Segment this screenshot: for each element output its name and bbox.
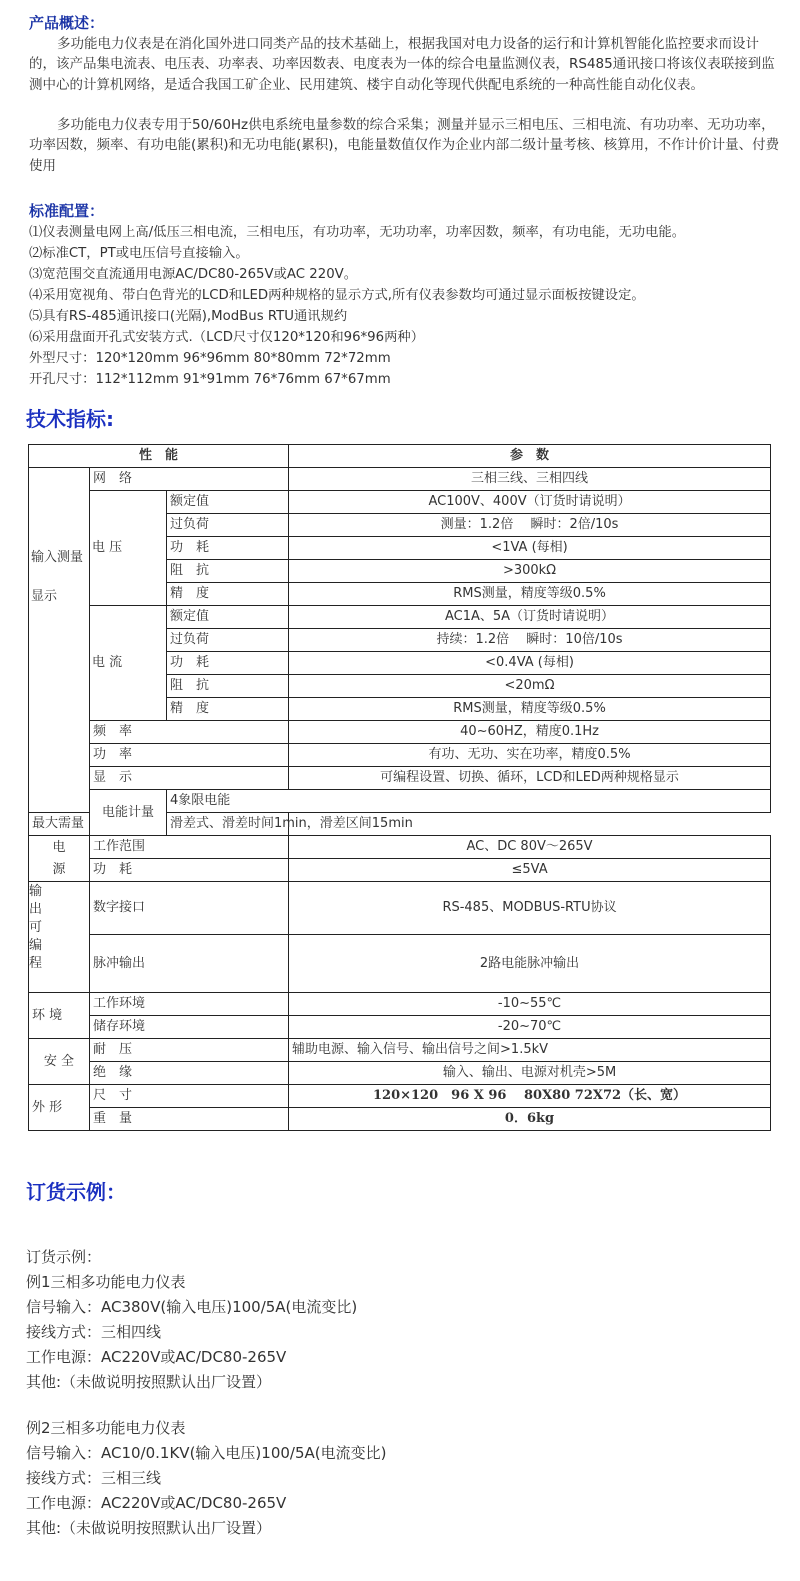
row-label: 精 度: [167, 583, 289, 606]
row-value: 滑差式、滑差时间1min，滑差区间15min: [167, 813, 289, 836]
row-value: <1VA (每相): [289, 537, 771, 560]
table-row: [29, 993, 771, 1016]
row-label: 绝 缘: [90, 1062, 289, 1085]
order-title: 订货示例：: [26, 1180, 126, 1204]
standard-item: ⑵标准CT，PT或电压信号直接输入。: [29, 246, 249, 261]
row-label: 额定值: [167, 606, 289, 629]
row-value: ≤5VA: [289, 859, 771, 882]
table-row: [29, 606, 771, 629]
row-label: 功 耗: [167, 537, 289, 560]
row-value: AC1A、5A（订货时请说明）: [289, 606, 771, 629]
row-label: 数字接口: [90, 882, 289, 935]
table-row: [29, 744, 771, 767]
row-value: RMS测量，精度等级0.5%: [289, 698, 771, 721]
row-value: 测量：1.2倍 瞬时：2倍/10s: [289, 514, 771, 537]
row-value: >300kΩ: [289, 560, 771, 583]
group-energy: 电能计量: [90, 790, 167, 836]
row-label: 网 络: [90, 468, 289, 491]
tech-title: 技术指标:: [26, 407, 114, 431]
row-label: 最大需量: [29, 813, 167, 836]
order-intro: 订货示例：: [26, 1248, 102, 1266]
order-line: 接线方式：三相四线: [26, 1323, 162, 1341]
spec-table: [28, 444, 771, 1131]
row-label: 精 度: [167, 698, 289, 721]
standard-item: 外型尺寸：120*120mm 96*96mm 80*80mm 72*72mm: [29, 351, 391, 366]
row-label: 功 耗: [90, 859, 289, 882]
group-safety: 安 全: [29, 1039, 90, 1085]
order-block: [26, 1245, 357, 1395]
standard-item: ⑷采用宽视角、带白色背光的LCD和LED两种规格的显示方式,所有仪表参数均可通过显示面板按键设定。: [29, 288, 645, 303]
row-value: <20mΩ: [289, 675, 771, 698]
header-perf: 性 能: [29, 445, 289, 468]
table-row: [29, 1039, 771, 1062]
row-value: <0.4VA (每相): [289, 652, 771, 675]
standard-title: 标准配置：: [29, 202, 105, 220]
standard-item: ⑶宽范围交直流通用电源AC/DC80-265V或AC 220V。: [29, 267, 358, 282]
table-header-row: [29, 445, 771, 468]
row-label: 4象限电能: [167, 790, 771, 813]
group-power: 电源: [29, 836, 90, 882]
row-value: 有功、无功、实在功率，精度0.5%: [289, 744, 771, 767]
row-label: 脉冲输出: [90, 935, 289, 993]
row-label: 储存环境: [90, 1016, 289, 1039]
group-voltage: 电 压: [90, 491, 167, 606]
row-value: AC、DC 80V～265V: [289, 836, 771, 859]
table-row: [29, 1108, 771, 1131]
standard-item: 开孔尺寸：112*112mm 91*91mm 76*76mm 67*67mm: [29, 372, 391, 387]
table-row: [29, 721, 771, 744]
order-line: 工作电源：AC220V或AC/DC80-265V: [26, 1348, 287, 1366]
table-row: [29, 790, 771, 813]
order-line: 接线方式：三相三线: [26, 1469, 162, 1487]
standard-item: ⑸具有RS-485通讯接口(光隔),ModBus RTU通讯规约: [29, 309, 348, 324]
row-label: 额定值: [167, 491, 289, 514]
header-param: 参 数: [289, 445, 771, 468]
row-value: 120×120 96 X 96 80X80 72X72（长、宽）: [289, 1085, 771, 1108]
order-line: 信号输入：AC10/0.1KV(输入电压)100/5A(电流变比): [26, 1444, 387, 1462]
order-line: 工作电源：AC220V或AC/DC80-265V: [26, 1494, 287, 1512]
row-label: 阻 抗: [167, 560, 289, 583]
order-line: 其他:（未做说明按照默认出厂设置）: [26, 1373, 272, 1391]
row-label: 工作范围: [90, 836, 289, 859]
group-current: 电 流: [90, 606, 167, 721]
row-label: 功 耗: [167, 652, 289, 675]
table-row: [29, 767, 771, 790]
standard-item: ⑴仪表测量电网上高/低压三相电流，三相电压，有功功率，无功功率，功率因数，频率，有功电能，无功电能。: [29, 225, 686, 240]
standard-list: [29, 222, 685, 390]
row-label: 重 量: [90, 1108, 289, 1131]
table-row: [29, 836, 771, 859]
table-row: [29, 491, 771, 514]
order-line: 信号输入：AC380V(输入电压)100/5A(电流变比): [26, 1298, 358, 1316]
table-row: [29, 882, 771, 935]
row-label: 工作环境: [90, 993, 289, 1016]
row-label: 显 示: [90, 767, 289, 790]
row-label: 阻 抗: [167, 675, 289, 698]
row-value: -20~70℃: [289, 1016, 771, 1039]
row-label: 耐 压: [90, 1039, 289, 1062]
row-value: 辅助电源、输入信号、输出信号之间>1.5kV: [289, 1039, 771, 1062]
row-value: 40~60HZ，精度0.1Hz: [289, 721, 771, 744]
order-block-2: [26, 1416, 386, 1541]
row-value: 持续：1.2倍 瞬时：10倍/10s: [289, 629, 771, 652]
group-shape: 外 形: [29, 1085, 90, 1131]
row-value: AC100V、400V（订货时请说明）: [289, 491, 771, 514]
row-value: 2路电能脉冲输出: [289, 935, 771, 993]
order-line: 例2三相多功能电力仪表: [26, 1419, 186, 1437]
row-label: 尺 寸: [90, 1085, 289, 1108]
overview-paragraph-2: 多功能电力仪表专用于50/60Hz供电系统电量参数的综合采集；测量并显示三相电压、三相电流、有功功率、无功功率，功率因数，频率、有功电能(累积)和无功电能(累积)，电能量数值仅作为企业内部二级计量考核、核算用，不作计价计量、付费使用: [29, 117, 780, 174]
row-value: 三相三线、三相四线: [289, 468, 771, 491]
row-value: 0．6kg: [289, 1108, 771, 1131]
table-row: [29, 1016, 771, 1039]
row-value: 输入、输出、电源对机壳>5M: [289, 1062, 771, 1085]
group-output: 输出可编程: [29, 882, 90, 993]
row-value: -10~55℃: [289, 993, 771, 1016]
row-value: RMS测量，精度等级0.5%: [289, 583, 771, 606]
table-row: [29, 935, 771, 993]
group-env: 环 境: [29, 993, 90, 1039]
row-value: RS-485、MODBUS-RTU协议: [289, 882, 771, 935]
group-input: 输入测量显示: [29, 468, 90, 813]
table-row: [29, 1085, 771, 1108]
row-value: 可编程设置、切换、循环，LCD和LED两种规格显示: [289, 767, 771, 790]
row-label: 频 率: [90, 721, 289, 744]
table-row: [29, 1062, 771, 1085]
row-label: 功 率: [90, 744, 289, 767]
order-line: 例1三相多功能电力仪表: [26, 1273, 186, 1291]
table-row: [29, 468, 771, 491]
row-label: 过负荷: [167, 514, 289, 537]
overview-paragraph-1: 多功能电力仪表是在消化国外进口同类产品的技术基础上，根据我国对电力设备的运行和计算机智能化监控要求而设计的，该产品集电流表、电压表、功率表、功率因数表、电度表为一体的综合电量监测仪表，RS485通讯接口将该仪表联接到监测中心的计算机网络，是适合我国工矿企业、民用建筑、楼宇自动化等现代供配电系统的一种高性能自动化仪表。: [29, 36, 775, 93]
row-label: 过负荷: [167, 629, 289, 652]
order-line: 其他:（未做说明按照默认出厂设置）: [26, 1519, 272, 1537]
overview-title: 产品概述：: [29, 14, 105, 32]
standard-item: ⑹采用盘面开孔式安装方式.（LCD尺寸仅120*120和96*96两种）: [29, 330, 424, 345]
table-row: [29, 859, 771, 882]
